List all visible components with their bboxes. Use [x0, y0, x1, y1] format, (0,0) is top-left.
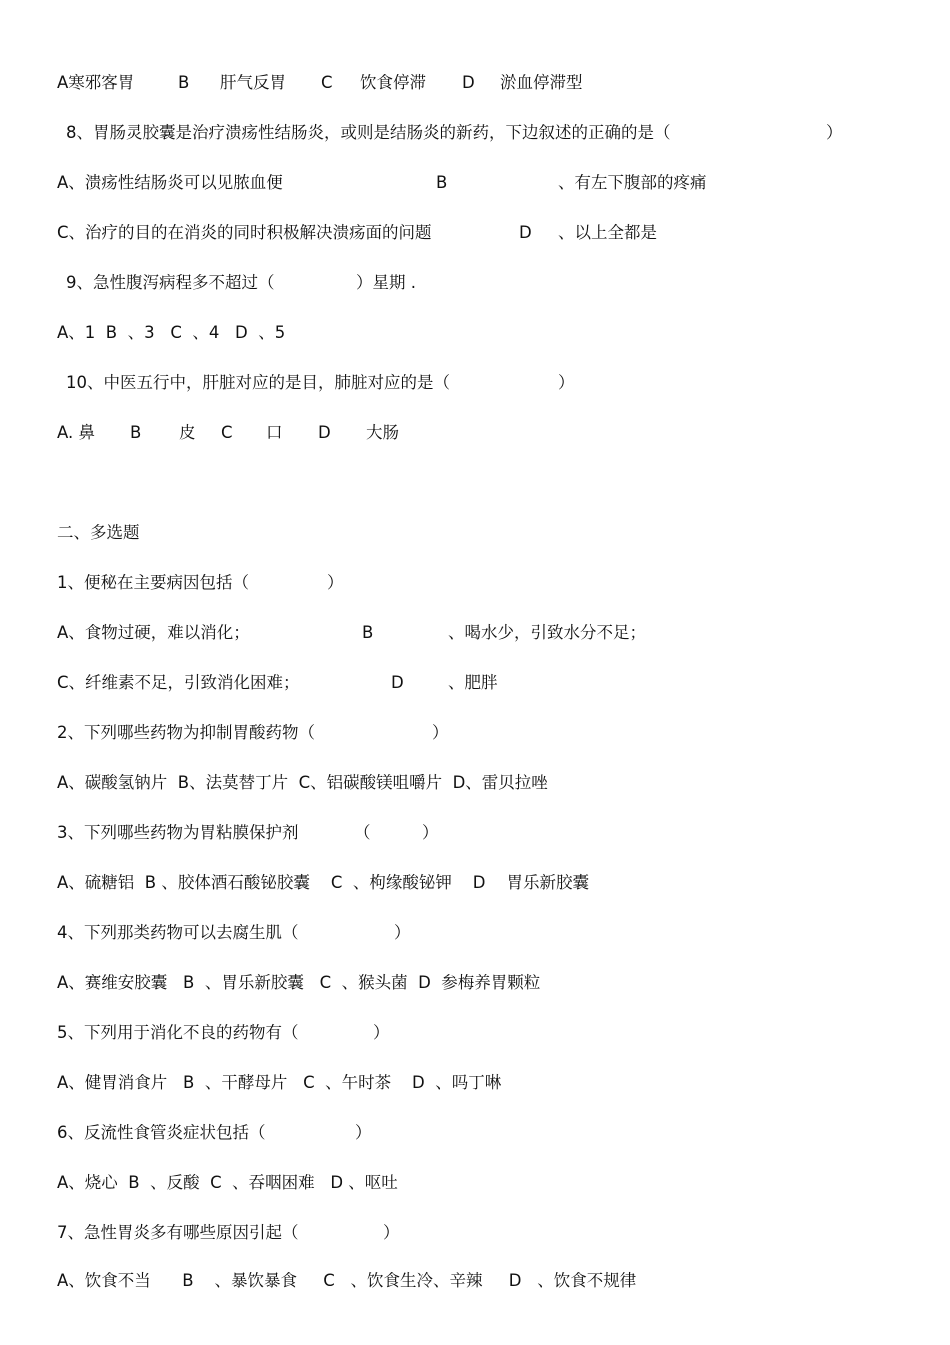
- q8-option-a: A、溃疡性结肠炎可以见脓血便: [57, 173, 283, 192]
- q10-options-row: [0, 421, 399, 445]
- q7-option-a: A寒邪客胃: [57, 73, 135, 92]
- mc-q1-option-a: A、食物过硬，难以消化；: [57, 623, 250, 642]
- q10-option-b-letter: B: [130, 423, 142, 442]
- mc-q4-close-paren: ）: [394, 923, 411, 942]
- mc-q3-close-paren: ）: [422, 823, 439, 842]
- mc-q4-text: 4、下列那类药物可以去腐生肌（: [57, 923, 299, 942]
- mc-q7-options: A、饮食不当 B 、暴饮暴食 C 、饮食生冷、辛辣 D 、饮食不规律: [57, 1271, 637, 1290]
- mc-q4-options: A、赛维安胶囊 B 、胃乐新胶囊 C 、猴头菌 D 参梅养胃颗粒: [57, 973, 541, 992]
- q8-options-row-1: [0, 171, 707, 195]
- q8-option-d-letter: D: [519, 223, 532, 242]
- q7-options-row: [0, 71, 583, 95]
- q8-options-row-2: [0, 221, 657, 245]
- mc-q5-question: [0, 1021, 390, 1045]
- mc-q6-close-paren: ）: [355, 1123, 372, 1142]
- q7-option-b-letter: B: [178, 73, 190, 92]
- mc-q6-question: [0, 1121, 372, 1145]
- mc-q2-close-paren: ）: [432, 723, 449, 742]
- mc-q5-options-row: [0, 1071, 502, 1095]
- q10-option-d-letter: D: [318, 423, 331, 442]
- mc-q5-close-paren: ）: [373, 1023, 390, 1042]
- mc-q7-text: 7、急性胃炎多有哪些原因引起（: [57, 1223, 299, 1242]
- q8-option-b-letter: B: [436, 173, 448, 192]
- mc-q1-option-d-letter: D: [391, 673, 404, 692]
- mc-q3-question: [0, 821, 439, 845]
- q9-text: 9、急性腹泻病程多不超过（: [66, 273, 275, 292]
- mc-q2-question: [0, 721, 449, 745]
- q8-question: [0, 121, 843, 145]
- mc-q1-options-row-2: [0, 671, 498, 695]
- mc-q4-question: [0, 921, 411, 945]
- q10-option-c-letter: C: [221, 423, 233, 442]
- mc-q7-close-paren: ）: [383, 1223, 400, 1242]
- q9-question: [0, 271, 416, 295]
- q7-option-d-letter: D: [462, 73, 475, 92]
- q8-option-d-text: 、以上全都是: [558, 223, 657, 242]
- q9-options-row: [0, 321, 286, 345]
- q10-text: 10、中医五行中，肝脏对应的是目，肺脏对应的是（: [66, 373, 450, 392]
- mc-q3-open-paren: （: [354, 823, 371, 842]
- mc-q1-options-row-1: [0, 621, 646, 645]
- q7-option-d-text: 淤血停滞型: [500, 73, 583, 92]
- mc-q6-text: 6、反流性食管炎症状包括（: [57, 1123, 266, 1142]
- section-heading-multiple-choice: [0, 521, 140, 545]
- mc-q6-options-row: [0, 1171, 398, 1195]
- q7-option-c-text: 饮食停滞: [360, 73, 426, 92]
- mc-q7-options-row: [0, 1269, 637, 1293]
- mc-q1-option-c: C、纤维素不足，引致消化困难；: [57, 673, 300, 692]
- mc-q5-text: 5、下列用于消化不良的药物有（: [57, 1023, 299, 1042]
- mc-q1-option-b-letter: B: [362, 623, 374, 642]
- q10-question: [0, 371, 575, 395]
- mc-q4-options-row: [0, 971, 541, 995]
- q7-option-b-text: 肝气反胃: [220, 73, 286, 92]
- q8-option-b-text: 、有左下腹部的疼痛: [558, 173, 707, 192]
- mc-q3-text: 3、下列哪些药物为胃粘膜保护剂: [57, 823, 299, 842]
- mc-q3-options-row: [0, 871, 589, 895]
- mc-q1-close-paren: ）: [327, 573, 344, 592]
- q10-option-d-text: 大肠: [366, 423, 399, 442]
- mc-q3-options: A、硫糖铝 B 、胶体酒石酸铋胶囊 C 、枸缘酸铋钾 D 胃乐新胶囊: [57, 873, 589, 892]
- mc-q5-options: A、健胃消食片 B 、干酵母片 C 、午时茶 D 、吗丁啉: [57, 1073, 502, 1092]
- q8-close-paren: ）: [826, 123, 843, 142]
- q9-options: A、1 B 、3 C 、4 D 、5: [57, 323, 286, 342]
- q10-option-b-text: 皮: [179, 423, 196, 442]
- q7-option-c-letter: C: [321, 73, 333, 92]
- mc-q1-question: [0, 571, 344, 595]
- q8-text: 8、胃肠灵胶囊是治疗溃疡性结肠炎，或则是结肠炎的新药，下边叙述的正确的是（: [66, 123, 671, 142]
- mc-q7-question: [0, 1221, 400, 1245]
- q8-option-c: C、治疗的目的在消炎的同时积极解决溃疡面的问题: [57, 223, 432, 242]
- q10-option-a: A. 鼻: [57, 423, 95, 442]
- mc-q1-option-b-text: 、喝水少，引致水分不足；: [448, 623, 646, 642]
- section-heading: 二、多选题: [57, 523, 140, 542]
- mc-q2-options: A、碳酸氢钠片 B、法莫替丁片 C、铝碳酸镁咀嚼片 D、雷贝拉唑: [57, 773, 548, 792]
- q10-close-paren: ）: [558, 373, 575, 392]
- q10-option-c-text: 口: [266, 423, 283, 442]
- mc-q2-text: 2、下列哪些药物为抑制胃酸药物（: [57, 723, 315, 742]
- mc-q1-option-d-text: 、肥胖: [448, 673, 498, 692]
- q9-close-paren: ）星期 .: [356, 273, 416, 292]
- mc-q1-text: 1、便秘在主要病因包括（: [57, 573, 249, 592]
- mc-q6-options: A、烧心 B 、反酸 C 、吞咽困难 D 、呕吐: [57, 1173, 398, 1192]
- mc-q2-options-row: [0, 771, 548, 795]
